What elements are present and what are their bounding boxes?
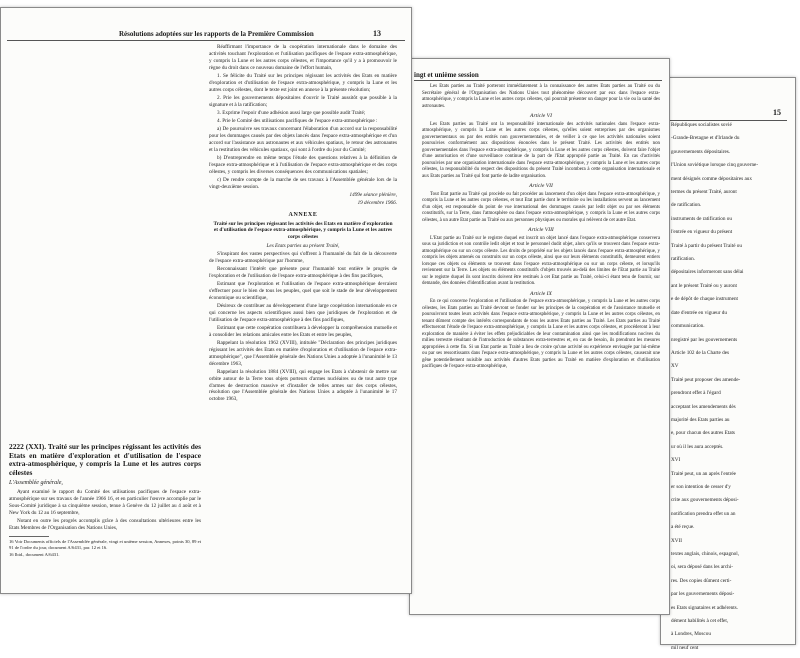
back-text-line: notification prendra effet un an [671,510,736,517]
paragraph: Ayant examiné le rapport du Comité des utilisations pacifiques de l'espace extra-atmosphérique sur ses travaux de l'année 1966 16, et en particulier l'œuvre accomplie par le Sous-Comité juridique à sa cinquième session, tenue à Genève du 12 juillet au 4 août et à New York du 12 au 16 septembre, [9,489,201,516]
resolution-title: 2222 (XXI). Traité sur les principes régissant les activités des Etats en matière d'exploration et d'utilisation de l'espace extra-atmosphérique, y compris la Lune et les autres corps célestes [9,442,201,477]
back-text-line: par les gouvernements déposi- [671,591,735,598]
back-text-line: à Londres, Moscou [671,631,711,638]
back-text-line: textes anglais, chinois, espagnol, [671,551,739,557]
back-text-line: mil neuf cent [671,644,699,651]
paragraph: Réaffirmant l'importance de la coopération internationale dans le domaine des activités touchant l'exploration et l'utilisation pacifiques de l'espace extra-atmosphérique, y compris la Lune et les autres corps célestes, et l'importance qu'il y a à promouvoir le règne du droit dans ce nouveau domaine de l'effort humain, [209,44,397,71]
back-text-line: a été reçue. [671,524,695,531]
running-header: ingt et unième session [414,71,479,79]
back-text-line: ment désignés comme dépositaires aux [671,175,752,182]
back-text-line: XVI [671,457,681,464]
page-number: 13 [373,29,381,38]
back-text-line: dépositaires informeront sans délai [671,269,744,276]
back-text-line: Traité à partir du présent Traité ou [671,242,742,249]
paragraph: Désireux de contribuer au développement d'une large coopération internationale en ce qui concerne les aspects scientifiques aussi bien que juridiques de l'exploration et de l'utilisation de l'espace extra-atmosphérique à des fins pacifiques, [209,303,397,323]
back-text-line: Traité peut proposer des amende- [671,376,741,383]
back-text-line: communication. [671,323,705,330]
paragraph: a) De poursuivre ses travaux concernant l'élaboration d'un accord sur la responsabilité pour les dommages causés par des objets lancés dans l'espace extra-atmosphérique et d'un accord sur l'assistance aux astronautes et aux véhicules spatiaux, le retour des astronautes et la restitution des véhicules spatiaux, qui sont à l'ordre du jour du Comité; [209,125,397,153]
front-right-column [209,44,397,404]
back-text-line: l'Union soviétique lorsque cinq gouverne- [671,162,759,169]
paragraph: Reconnaissant l'intérêt que présente pour l'humanité tout entière le progrès de l'exploration et de l'utilisation de l'espace extra-atmosphérique à des fins pacifiques, [209,266,397,280]
back-text-line: instruments de ratification ou [671,215,732,222]
back-text-line: res. Des copies dûment certi- [671,577,732,584]
paragraph: c) De rendre compte de la marche de ses travaux à l'Assemblée générale lors de la vingt-deuxième session. [209,176,397,190]
paragraph: Rappelant la résolution 1962 (XVIII), intitulée "Déclaration des principes juridiques régissant les activités des Etats en matière d'exploration et d'utilisation de l'espace extra-atmosphérique", que l'Assemblée générale des Nations Unies a adoptée à l'unanimité le 13 décembre 1963, [209,339,397,367]
article-heading: Article VIII [528,227,554,233]
paragraph: Les Etats parties au Traité ont la responsabilité internationale des activités nationales dans l'espace extra-atmosphérique, y compris la Lune et les autres corps célestes, qu'elles soient entreprises par des organismes gouvernementaux ou par des entités non gouvernementales, et de veiller à ce que les activités nationales soient poursuivies conformément aux dispositions énoncées dans le présent Traité. Les activités des entités non gouvernementales dans l'espace extra-atmosphérique, y compris la Lune et les autres corps célestes, doivent faire l'objet d'une autorisation et d'une surveillance continue de la part de l'Etat approprié partie au Traité. En cas d'activités poursuivies par une organisation internationale dans l'espace extra-atmosphérique, y compris la Lune et les autres corps célestes, la responsabilité du respect des dispositions du présent Traité incombera à cette organisation internationale et aux Etats parties au Traité qui font partie de ladite organisation. [422,121,660,179]
back-text-line: ratification. [671,256,696,263]
footnote: 16 Ibid., document A/6431. [9,551,60,557]
article-heading: Article IX [530,290,552,297]
annex-heading: ANNEXE [288,211,318,218]
page-number: 15 [773,108,781,117]
header-rule [7,40,405,41]
paragraph: Estimant que l'exploration et l'utilisation de l'espace extra-atmosphérique devraient s'effectuer pour le bien de tous les peuples, quel que soit le stade de leur développement économique ou scientifique, [209,281,397,301]
back-page-column [671,122,789,658]
back-text-line: oi, sera déposé dans les archi- [671,564,733,571]
back-text-line: er son intention de cesser d'y [671,483,731,490]
back-text-line: -Grande-Bretagne et d'Irlande du [671,135,740,142]
paragraph: 1. Se félicite du Traité sur les principes régissant les activités des Etats en matière d'exploration et d'utilisation de l'espace extra-atmosphérique, y compris la Lune et les autres corps célestes, dont le texte est joint en annexe à la présente résolution; [209,72,397,93]
back-text-line: de ratification. [671,202,702,209]
footnote: 16 Voir Documents officiels de l'Assemblée générale, vingt et unième session, Annexes, points 30, 89 et 91 de l'ordre du jour, document A/6431, par. 12 et 16. [9,538,201,550]
signature-date: 19 décembre 1966. [357,199,397,206]
back-text-line: XV [671,363,679,370]
paragraph: b) D'entreprendre en même temps l'étude des questions relatives à la définition de l'espace extra-atmosphérique et à l'utilisation de l'espace extra-atmosphérique et des corps célestes, y compris les diverses conséquences des communications spatiales; [209,154,397,175]
paragraph: Les Etats parties au Traité porteront immédiatement à la connaissance des autres Etats parties au Traité ou du Secrétaire général de l'Organisation des Nations Unies tout phénomène découvert par eux dans l'espace extra-atmosphérique, y compris la Lune et les autres corps célestes, qui pourrait présenter un danger pour la vie ou la santé des astronautes. [422,84,660,109]
paragraph: Tout Etat partie au Traité qui procède ou fait procéder au lancement d'un objet dans l'espace extra-atmosphérique, y compris la Lune et les autres corps célestes, et tout Etat partie dont le territoire ou les installations servent au lancement d'un objet, est responsable du point de vue international des dommages causés par ledit objet ou par ses éléments constitutifs, sur la Terre, dans l'atmosphère ou dans l'espace extra-atmosphérique, y compris la Lune et les autres corps célestes, à un autre Etat partie au Traité ou aux personnes physiques ou morales qui relèvent de cet autre Etat. [422,191,660,223]
back-text-line: Républiques socialistes sovié [671,122,732,128]
paragraph: Rappelant la résolution 1884 (XVIII), qui engage les Etats à s'abstenir de mettre sur orbite autour de la Terre tous objets porteurs d'armes nucléaires ou de tout autre type d'armes de destruction massive et d'installer de telles armes sur des corps célestes, résolution que l'Assemblée générale des Nations Unies a adoptée à l'unanimité le 17 octobre 1963, [209,368,397,403]
back-text-line: termes du présent Traité, auront [671,189,737,196]
back-text-line: crite aux gouvernements déposi- [671,497,739,504]
back-text-line: l'entrée en vigueur du présent [671,229,733,236]
paragraph: 2. Prie les gouvernements dépositaires d'ouvrir le Traité aussitôt que possible à la signature et à la ratification; [209,94,397,108]
back-text-line: majorité des Etats parties au [671,416,730,423]
back-text-line: es Etats signataires et adhérents. [671,604,738,611]
assembly-heading: L'Assemblée générale, [9,480,63,487]
back-text-line: XVII [671,537,682,544]
back-text-line: prendront effet à l'égard [671,390,721,397]
paragraph: Estimant que cette coopération contribuera à développer la compréhension mutuelle et à consolider les relations amicales entre les Etats et entre les peuples, [209,324,397,338]
annex-title: Traité sur les principes régissant les activités des Etats en matière d'exploration et d'utilisation de l'espace extra-atmosphérique, y compris la Lune et les autres corps célestes [213,220,393,240]
paragraph: Notant en outre les progrès accomplis grâce à des consultations ultérieures entre les Etats Membres de l'Organisation des Nations Unies, [9,518,201,531]
back-text-line: Traité peut, un an après l'entrée [671,470,736,477]
document-page-back [660,77,796,651]
paragraph: 4. Prie le Comité des utilisations pacifiques de l'espace extra-atmosphérique : [217,117,378,124]
back-text-line: ur où il les aura acceptés. [671,443,724,450]
paragraph: L'Etat partie au Traité sur le registre duquel est inscrit un objet lancé dans l'espace extra-atmosphérique conservera sous sa juridiction et son contrôle ledit objet et tout le personnel dudit objet, alors qu'ils se trouvent dans l'espace extra-atmosphérique ou sur un corps céleste. Les droits de propriété sur les objets lancés dans l'espace extra-atmosphérique, y compris les objets amenés ou construits sur un corps céleste, ainsi que sur leurs éléments constitutifs, demeurent entiers lorsque ces objets ou éléments se trouvent dans l'espace extra-atmosphérique ou sur un corps céleste, et lorsqu'ils reviennent sur la Terre. Les objets ou éléments constitutifs d'objets trouvés au-delà des limites de l'Etat partie au Traité sur le registre duquel ils sont inscrits doivent être restitués à cet Etat partie au Traité, celui-ci étant tenu de fournir, sur demande, des données d'identification avant la restitution. [422,235,660,286]
article-heading: Article VI [530,113,552,119]
back-text-line: Article 102 de la Charte des [671,349,730,356]
document-page-middle [409,58,670,615]
header-rule [667,120,787,121]
middle-page-column [422,84,660,372]
parties-line: Les Etats parties au présent Traité, [266,243,340,250]
paragraph: S'inspirant des vastes perspectives qui s'offrent à l'humanité du fait de la découverte de l'espace extra-atmosphérique par l'homme, [209,251,397,265]
back-text-line: ant le présent Traité ou y auront [671,282,737,289]
front-left-column [9,443,201,559]
footnote-rule [9,536,49,537]
document-page-front [0,7,412,594]
signature-line: 1499e séance plénière, [349,191,397,198]
running-header: Résolutions adoptées sur les rapports de la Première Commission [119,30,314,38]
paragraph: 3. Exprime l'espoir d'une adhésion aussi large que possible audit Traité; [217,109,366,116]
back-text-line: e de dépôt de chaque instrument [671,296,738,303]
back-text-line: date d'entrée en vigueur du [671,309,727,316]
back-text-line: nregistré par les gouvernements [671,336,738,343]
article-heading: Article VII [529,183,553,189]
paragraph: En ce qui concerne l'exploration et l'utilisation de l'espace extra-atmosphérique, y compris la Lune et les autres corps célestes, les Etats parties au Traité devront se fonder sur les principes de la coopération et de l'assistance mutuelle et poursuivront toutes leurs activités dans l'espace extra-atmosphérique, y compris la Lune et les autres corps célestes, en tenant dûment compte des intérêts correspondants de tous les autres Etats parties au Traité. Les Etats parties au Traité effectueront l'étude de l'espace extra-atmosphérique, y compris la Lune et les autres corps célestes, et procéderont à leur exploration de manière à éviter les effets préjudiciables de leur contamination ainsi que les modifications nocives du milieu terrestre résultant de l'introduction de substances extra-terrestres et, en cas de besoin, ils prendront les mesures appropriées à cette fin. Si un Etat partie au Traité a lieu de croire qu'une activité ou expérience envisagée par lui-même ou par ses ressortissants dans l'espace extra-atmosphérique, y compris la Lune et les autres corps célestes, causerait une gêne potentiellement nuisible aux activités d'autres Etats parties au Traité en matière d'exploration et d'utilisation pacifiques de l'espace extra-atmosphérique, [422,299,660,369]
back-text-line: acceptant les amendements dès [671,403,736,410]
back-text-line: dément habilités à cet effet, [671,618,729,625]
header-rule [414,80,662,81]
back-text-line: e, pour chacun des autres Etats [671,430,735,437]
back-text-line: gouvernements dépositaires. [671,148,731,155]
